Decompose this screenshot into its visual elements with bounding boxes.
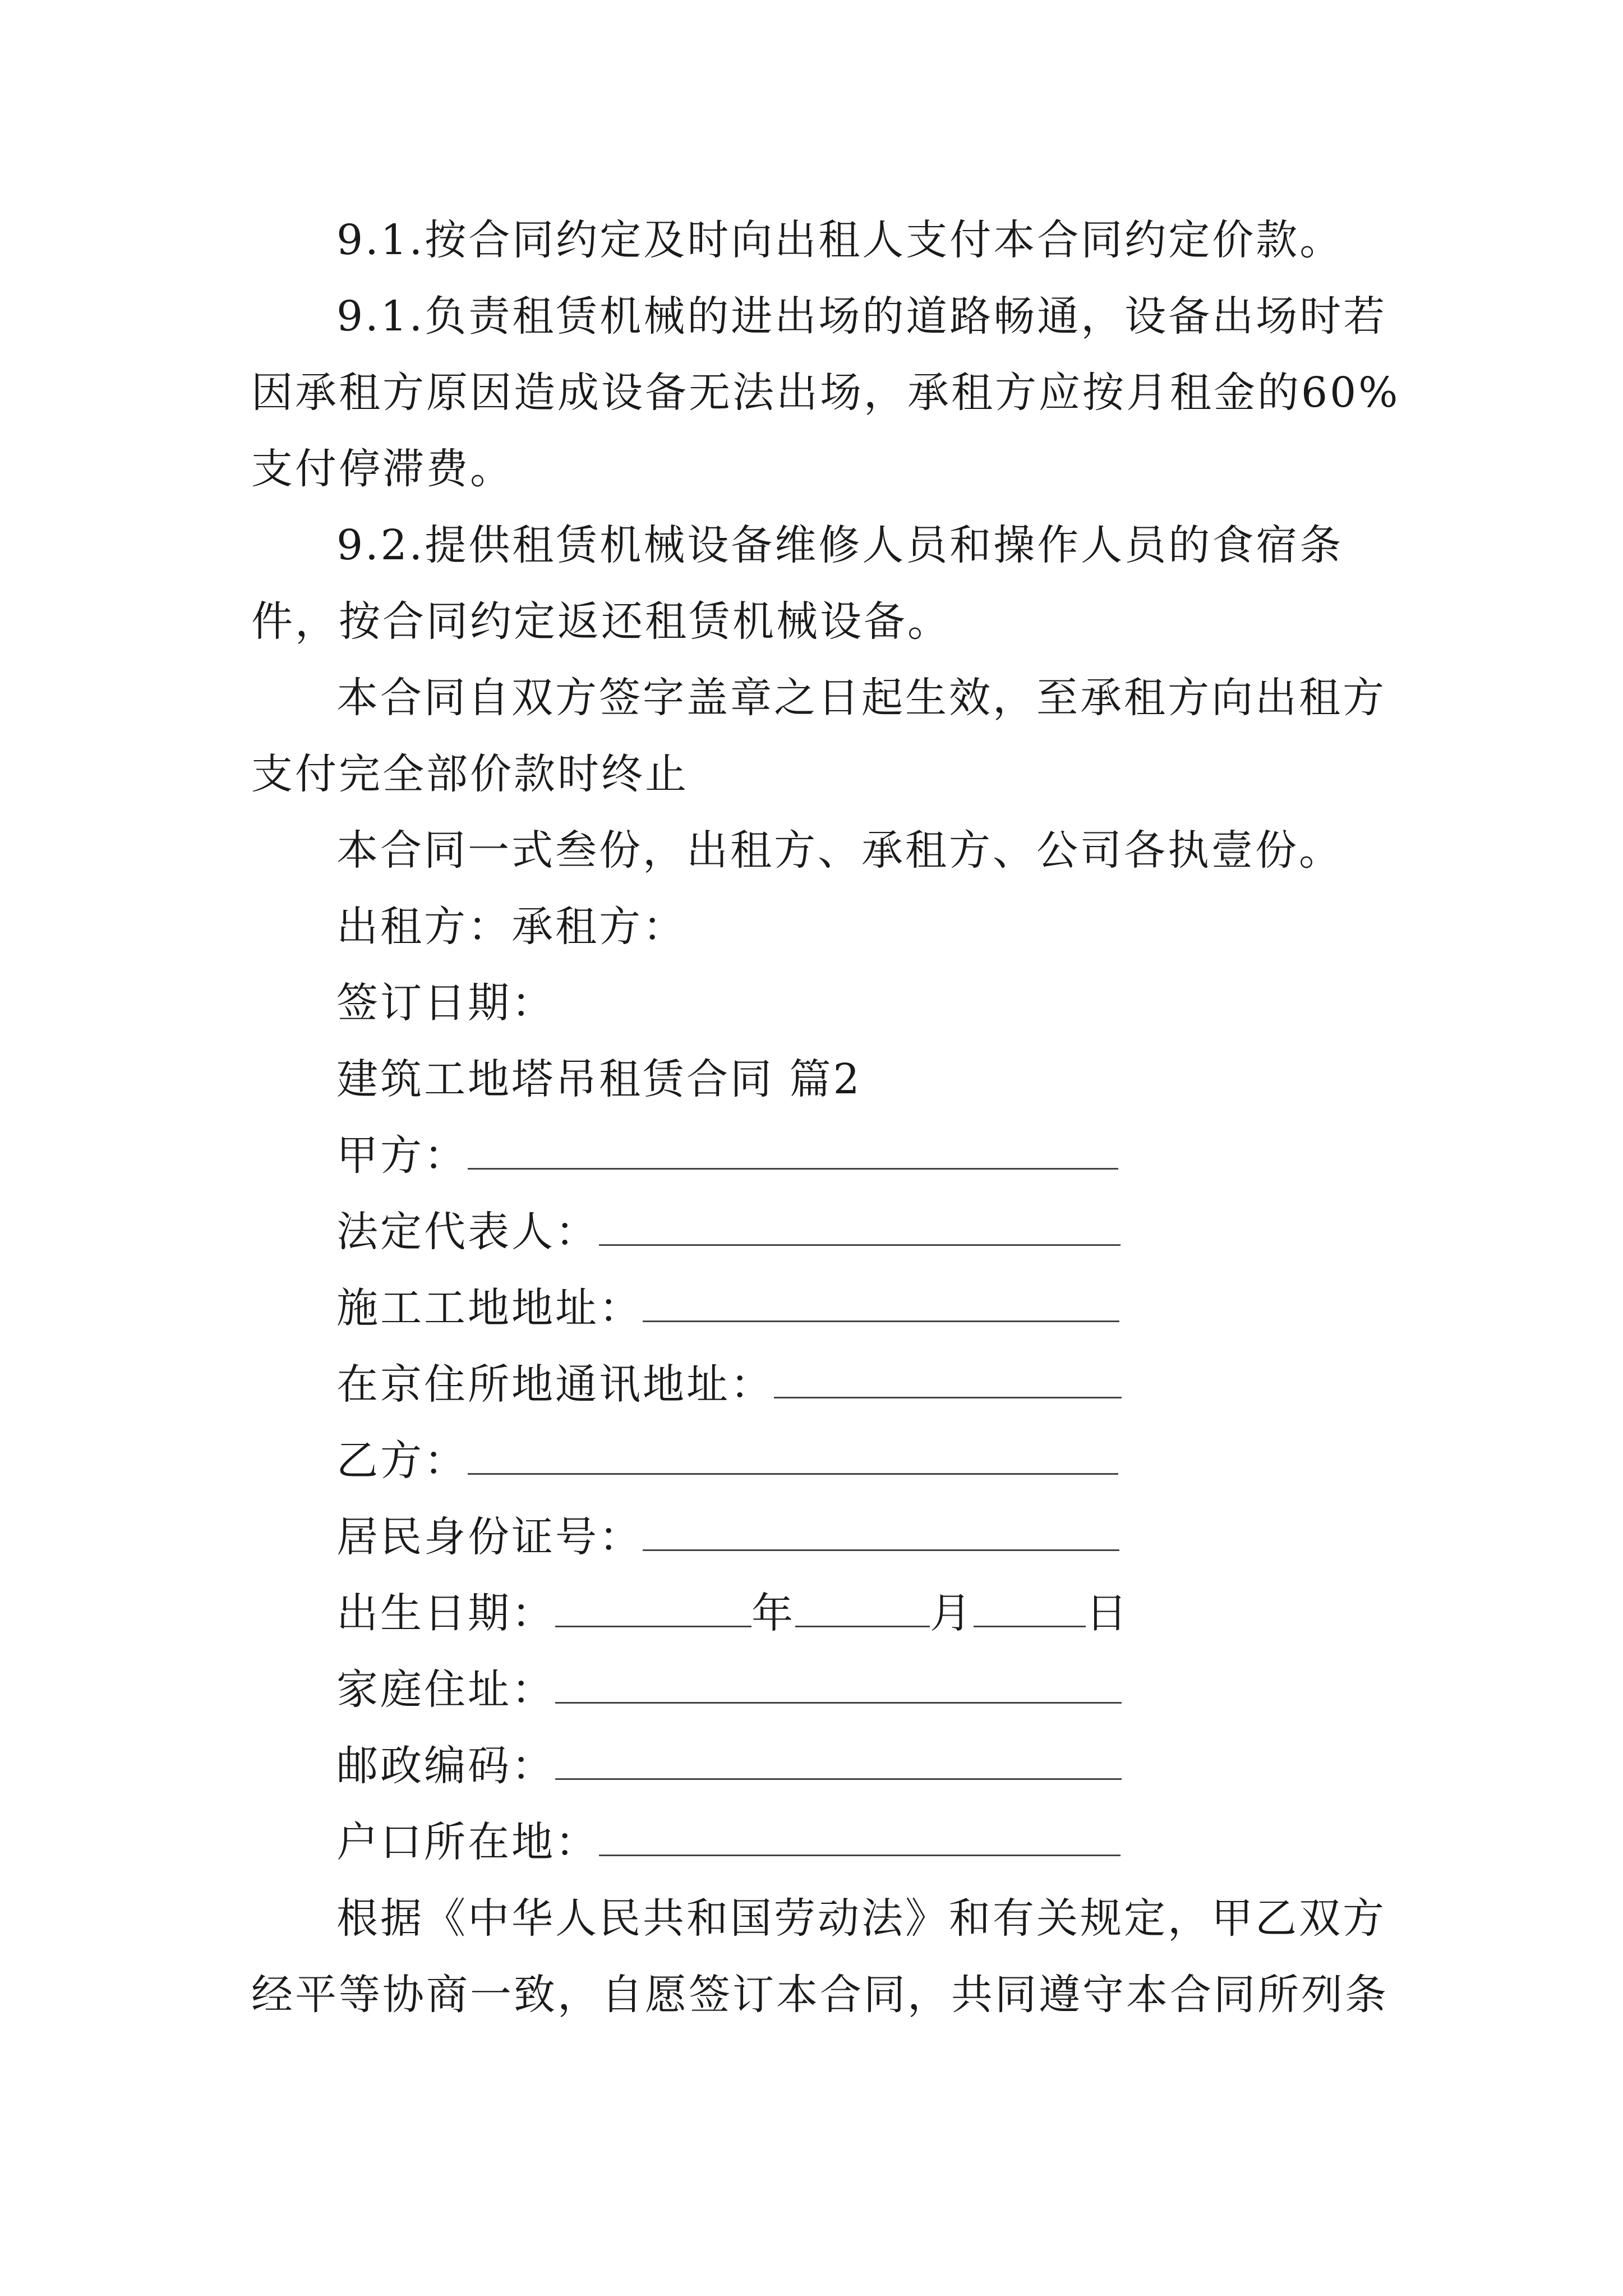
birth-date-label: 出生日期： <box>336 1589 555 1637</box>
home-address-blank[interactable] <box>555 1667 1122 1704</box>
effective-clause-line1: 本合同自双方签字盖章之日起生效，至承租方向出租方 <box>336 674 1386 722</box>
sign-date-line: 签订日期： <box>336 979 555 1027</box>
party-b-blank[interactable] <box>468 1438 1118 1475</box>
postal-code-blank[interactable] <box>555 1743 1122 1780</box>
party-b-label: 乙方： <box>336 1437 468 1485</box>
id-number-blank[interactable] <box>643 1515 1119 1551</box>
beijing-address-blank[interactable] <box>774 1362 1122 1398</box>
copies-clause: 本合同一式叁份，出租方、承租方、公司各执壹份。 <box>336 826 1343 875</box>
section-title: 建筑工地塔吊租赁合同 篇2 <box>336 1055 862 1103</box>
clause-9-2-line1: 9.2.提供租赁机械设备维修人员和操作人员的食宿条 <box>336 521 1344 569</box>
clause-9-1-payment: 9.1.按合同约定及时向出租人支付本合同约定价款。 <box>336 216 1344 264</box>
day-label: 日 <box>1086 1589 1129 1637</box>
legal-rep-row <box>336 1205 1121 1259</box>
party-a-blank[interactable] <box>468 1133 1118 1170</box>
postal-code-label: 邮政编码： <box>336 1742 555 1790</box>
clause-9-1-road-line3: 支付停滞费。 <box>251 445 514 493</box>
beijing-address-row <box>336 1358 1122 1411</box>
id-number-label: 居民身份证号： <box>336 1513 643 1561</box>
clause-9-2-line2: 件，按合同约定返还租赁机械设备。 <box>251 597 951 646</box>
home-address-label: 家庭住址： <box>336 1665 555 1714</box>
year-label: 年 <box>751 1589 795 1637</box>
party-a-label: 甲方： <box>336 1131 468 1180</box>
site-address-blank[interactable] <box>643 1286 1119 1322</box>
hukou-blank[interactable] <box>599 1820 1121 1856</box>
clause-9-1-road-line1: 9.1.负责租赁机械的进出场的道路畅通，设备出场时若 <box>336 292 1387 341</box>
closing-line2: 经平等协商一致，自愿签订本合同，共同遵守本合同所列条 <box>251 1971 1389 2019</box>
party-a-row <box>336 1129 1118 1182</box>
home-address-row <box>336 1663 1122 1717</box>
hukou-row <box>336 1815 1121 1869</box>
birth-date-row <box>336 1586 1129 1640</box>
month-label: 月 <box>930 1589 974 1637</box>
beijing-address-label: 在京住所地通讯地址： <box>336 1360 774 1409</box>
id-number-row <box>336 1510 1119 1564</box>
hukou-label: 户口所在地： <box>336 1818 599 1866</box>
site-address-row <box>336 1281 1119 1335</box>
birth-year-blank[interactable] <box>555 1591 751 1627</box>
postal-code-row <box>336 1739 1122 1793</box>
legal-rep-label: 法定代表人： <box>336 1208 599 1256</box>
signatures-line: 出租方：承租方： <box>336 903 686 951</box>
effective-clause-line2: 支付完全部价款时终止 <box>251 750 689 798</box>
site-address-label: 施工工地地址： <box>336 1284 643 1332</box>
party-b-row <box>336 1434 1118 1488</box>
legal-rep-blank[interactable] <box>599 1209 1121 1246</box>
clause-9-1-road-line2: 因承租方原因造成设备无法出场，承租方应按月租金的60% <box>251 369 1400 417</box>
closing-line1: 根据《中华人民共和国劳动法》和有关规定，甲乙双方 <box>336 1894 1386 1943</box>
birth-day-blank[interactable] <box>974 1591 1086 1627</box>
birth-month-blank[interactable] <box>795 1591 930 1627</box>
